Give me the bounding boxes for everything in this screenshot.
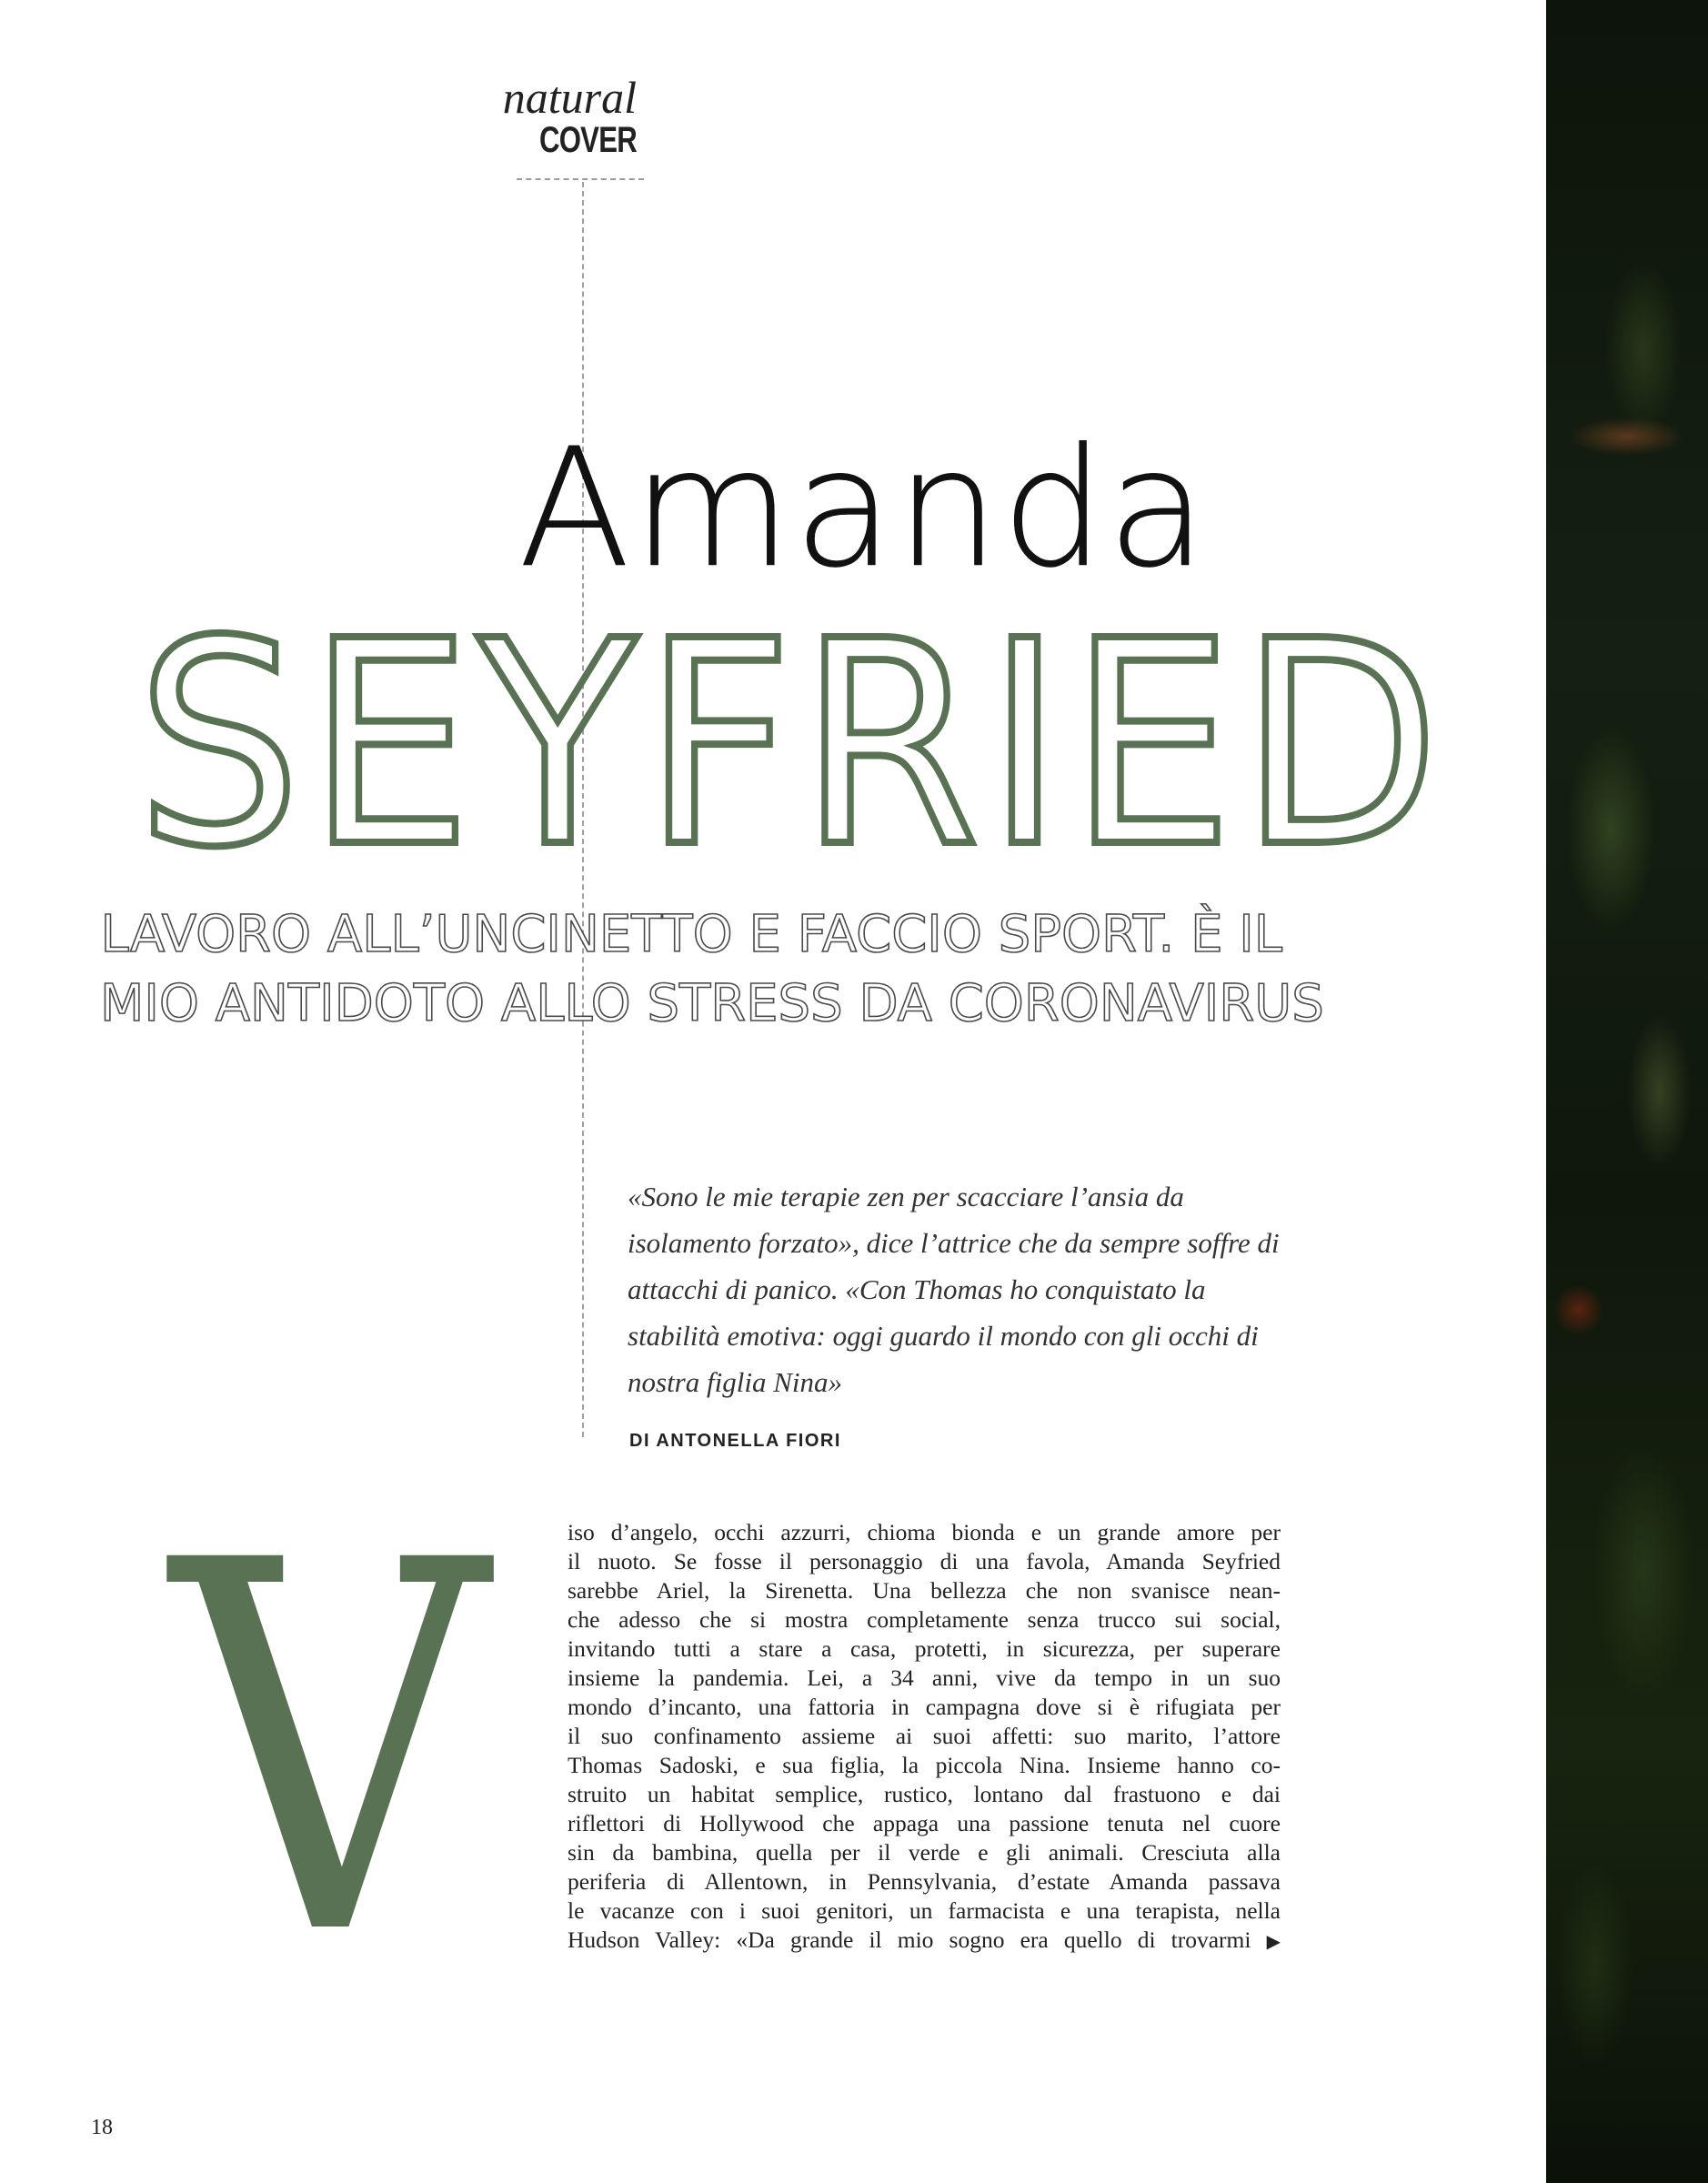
standfirst: «Sono le mie terapie zen per scacciare l’ansia da isolamento forzato», dice l’attrice che da sempre soffre di attacchi di panico. «Con Thomas ho conquistato la stabilità emotiva: oggi guardo il mondo con gli occhi di nostra figlia Nina» xyxy=(628,1181,1280,1398)
title-last-name: SEYFRIED xyxy=(136,581,1447,910)
cover-photo-edge xyxy=(1546,0,1708,2183)
body-line: iso d’angelo, occhi azzurri, chioma bionda e un grande amore per xyxy=(568,1519,1281,1545)
body-line: che adesso che si mostra completamente senza trucco sui social, xyxy=(568,1606,1281,1633)
body-line: mondo d’incanto, una fattoria in campagna dove si è rifugiata per xyxy=(568,1694,1281,1720)
drop-cap: V xyxy=(171,1454,487,2047)
continue-arrow-icon: ▶ xyxy=(1266,1932,1281,1952)
byline: DI ANTONELLA FIORI xyxy=(629,1431,841,1451)
subtitle-line-2: MIO ANTIDOTO ALLO STRESS DA CORONAVIRUS xyxy=(100,974,1324,1033)
body-line-last xyxy=(568,1926,1281,1957)
body-line: invitando tutti a stare a casa, protetti, in sicurezza, per superare xyxy=(568,1635,1281,1662)
body-line: insieme la pandemia. Lei, a 34 anni, vive da tempo in un suo xyxy=(568,1665,1281,1691)
body-line: il suo confinamento assieme ai suoi affetti: suo marito, l’attore xyxy=(568,1723,1281,1749)
section-label-cover: COVER xyxy=(538,120,637,160)
body-line: struito un habitat semplice, rustico, lontano dal frastuono e dai xyxy=(568,1781,1281,1807)
section-label-natural: natural xyxy=(502,72,637,123)
subtitle-line-1: LAVORO ALL’UNCINETTO E FACCIO SPORT. È IL xyxy=(100,905,1282,964)
body-line: sarebbe Ariel, la Sirenetta. Una bellezza che non svanisce nean- xyxy=(568,1577,1281,1604)
body-line: riflettori di Hollywood che appaga una passione tenuta nel cuore xyxy=(568,1810,1281,1836)
section-dashed-rule xyxy=(517,178,644,180)
page-number: 18 xyxy=(91,2116,113,2139)
body-line-text: Hudson Valley: «Da grande il mio sogno era quello di trovarmi xyxy=(568,1926,1251,1953)
body-line: le vacanze con i suoi genitori, un farmacista e una terapista, nella xyxy=(568,1897,1281,1924)
body-line: il nuoto. Se fosse il personaggio di una favola, Amanda Seyfried xyxy=(568,1548,1281,1574)
article-body xyxy=(568,1518,1281,1957)
body-line: periferia di Allentown, in Pennsylvania, d’estate Amanda passava xyxy=(568,1868,1281,1895)
body-line: Thomas Sadoski, e sua figlia, la piccola Nina. Insieme hanno co- xyxy=(568,1752,1281,1778)
body-line: sin da bambina, quella per il verde e gli animali. Cresciuta alla xyxy=(568,1839,1281,1866)
subtitle xyxy=(100,900,1324,1039)
title-first-name: Amanda xyxy=(518,414,1210,604)
section-tag xyxy=(437,72,637,160)
